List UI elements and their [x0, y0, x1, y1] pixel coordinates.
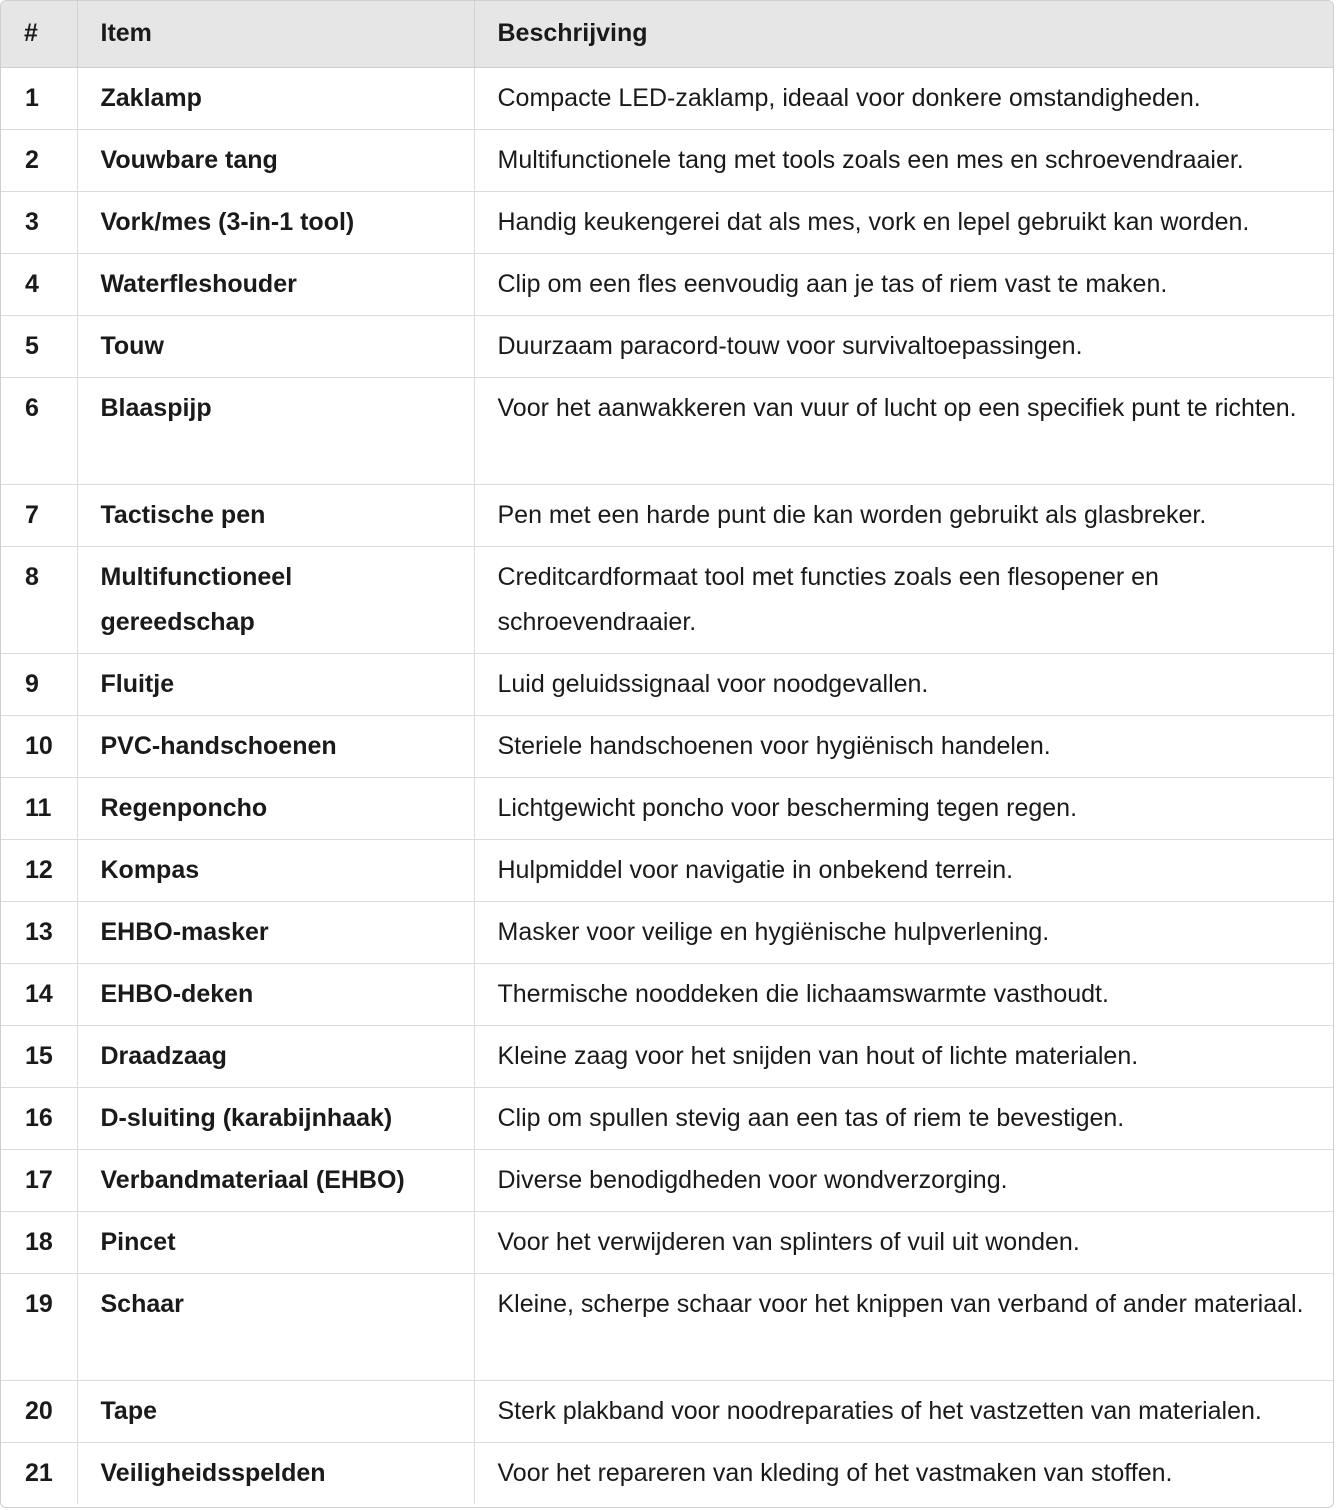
- cell-description: Creditcardformaat tool met functies zoals een flesopener en schroevendraaier.: [474, 546, 1334, 653]
- table-row: [1, 963, 1334, 1025]
- cell-num: 14: [1, 963, 77, 1025]
- cell-item: Regenponcho: [77, 777, 474, 839]
- table-row: [1, 1380, 1334, 1442]
- table-row: [1, 1273, 1334, 1380]
- cell-item: Multifunctioneel gereedschap: [77, 546, 474, 653]
- cell-item: Kompas: [77, 839, 474, 901]
- cell-num: 17: [1, 1149, 77, 1211]
- cell-description: Kleine zaag voor het snijden van hout of lichte materialen.: [474, 1025, 1334, 1087]
- cell-description: Kleine, scherpe schaar voor het knippen van verband of ander materiaal.: [474, 1273, 1334, 1380]
- table-row: [1, 777, 1334, 839]
- table-header: [1, 1, 1334, 67]
- cell-item: Zaklamp: [77, 67, 474, 129]
- cell-num: 19: [1, 1273, 77, 1380]
- table-row: [1, 1211, 1334, 1273]
- header-row: [1, 1, 1334, 67]
- table-row: [1, 129, 1334, 191]
- cell-item: EHBO-masker: [77, 901, 474, 963]
- table-row: [1, 1442, 1334, 1504]
- table-body: [1, 67, 1334, 1504]
- table-row: [1, 67, 1334, 129]
- table-row: [1, 901, 1334, 963]
- table-row: [1, 1025, 1334, 1087]
- cell-num: 3: [1, 191, 77, 253]
- cell-num: 7: [1, 484, 77, 546]
- cell-item: EHBO-deken: [77, 963, 474, 1025]
- cell-num: 9: [1, 653, 77, 715]
- cell-item: Tape: [77, 1380, 474, 1442]
- table-row: [1, 715, 1334, 777]
- cell-description: Pen met een harde punt die kan worden gebruikt als glasbreker.: [474, 484, 1334, 546]
- cell-item: Fluitje: [77, 653, 474, 715]
- table-row: [1, 546, 1334, 653]
- cell-description: Steriele handschoenen voor hygiënisch handelen.: [474, 715, 1334, 777]
- cell-description: Diverse benodigdheden voor wondverzorging.: [474, 1149, 1334, 1211]
- table-row: [1, 377, 1334, 484]
- header-description: Beschrijving: [474, 1, 1334, 67]
- cell-num: 5: [1, 315, 77, 377]
- cell-item: Vork/mes (3-in-1 tool): [77, 191, 474, 253]
- cell-num: 10: [1, 715, 77, 777]
- cell-description: Hulpmiddel voor navigatie in onbekend terrein.: [474, 839, 1334, 901]
- cell-description: Clip om een fles eenvoudig aan je tas of riem vast te maken.: [474, 253, 1334, 315]
- cell-item: Veiligheidsspelden: [77, 1442, 474, 1504]
- cell-item: Tactische pen: [77, 484, 474, 546]
- cell-num: 21: [1, 1442, 77, 1504]
- cell-num: 16: [1, 1087, 77, 1149]
- cell-description: Multifunctionele tang met tools zoals een mes en schroevendraaier.: [474, 129, 1334, 191]
- cell-item: Blaaspijp: [77, 377, 474, 484]
- cell-item: Schaar: [77, 1273, 474, 1380]
- table-row: [1, 1087, 1334, 1149]
- header-num: #: [1, 1, 77, 67]
- table-row: [1, 253, 1334, 315]
- table-row: [1, 191, 1334, 253]
- cell-num: 8: [1, 546, 77, 653]
- cell-num: 11: [1, 777, 77, 839]
- cell-item: PVC-handschoenen: [77, 715, 474, 777]
- cell-description: Lichtgewicht poncho voor bescherming tegen regen.: [474, 777, 1334, 839]
- cell-description: Clip om spullen stevig aan een tas of riem te bevestigen.: [474, 1087, 1334, 1149]
- cell-num: 2: [1, 129, 77, 191]
- table-row: [1, 1149, 1334, 1211]
- cell-num: 13: [1, 901, 77, 963]
- cell-description: Luid geluidssignaal voor noodgevallen.: [474, 653, 1334, 715]
- cell-description: Voor het repareren van kleding of het vastmaken van stoffen.: [497, 1458, 1173, 1487]
- cell-item: Waterfleshouder: [77, 253, 474, 315]
- table-row: [1, 315, 1334, 377]
- cell-num: 18: [1, 1211, 77, 1273]
- cell-item: D-sluiting (karabijnhaak): [77, 1087, 474, 1149]
- cell-num: 15: [1, 1025, 77, 1087]
- cell-description: Masker voor veilige en hygiënische hulpverlening.: [474, 901, 1334, 963]
- table-row: [1, 484, 1334, 546]
- cell-num: 4: [1, 253, 77, 315]
- cell-item: Pincet: [77, 1211, 474, 1273]
- cell-description: Voor het verwijderen van splinters of vuil uit wonden.: [474, 1211, 1334, 1273]
- cell-num: 20: [1, 1380, 77, 1442]
- cell-description: Thermische nooddeken die lichaamswarmte vasthoudt.: [474, 963, 1334, 1025]
- cell-description: Voor het aanwakkeren van vuur of lucht op een specifiek punt te richten.: [474, 377, 1334, 484]
- header-item: Item: [77, 1, 474, 67]
- cell-num: 1: [1, 67, 77, 129]
- cell-description: Sterk plakband voor noodreparaties of het vastzetten van materialen.: [474, 1380, 1334, 1442]
- cell-num: 12: [1, 839, 77, 901]
- cell-item: Draadzaag: [77, 1025, 474, 1087]
- table-row: [1, 653, 1334, 715]
- cell-description: Handig keukengerei dat als mes, vork en lepel gebruikt kan worden.: [474, 191, 1334, 253]
- items-table: [1, 1, 1334, 1504]
- cell-description: Duurzaam paracord-touw voor survivaltoepassingen.: [474, 315, 1334, 377]
- cell-description: Compacte LED-zaklamp, ideaal voor donkere omstandigheden.: [474, 67, 1334, 129]
- cell-item: Verbandmateriaal (EHBO): [77, 1149, 474, 1211]
- cell-item: Vouwbare tang: [77, 129, 474, 191]
- table-row: [1, 839, 1334, 901]
- cell-num: 6: [1, 377, 77, 484]
- cell-item: Touw: [77, 315, 474, 377]
